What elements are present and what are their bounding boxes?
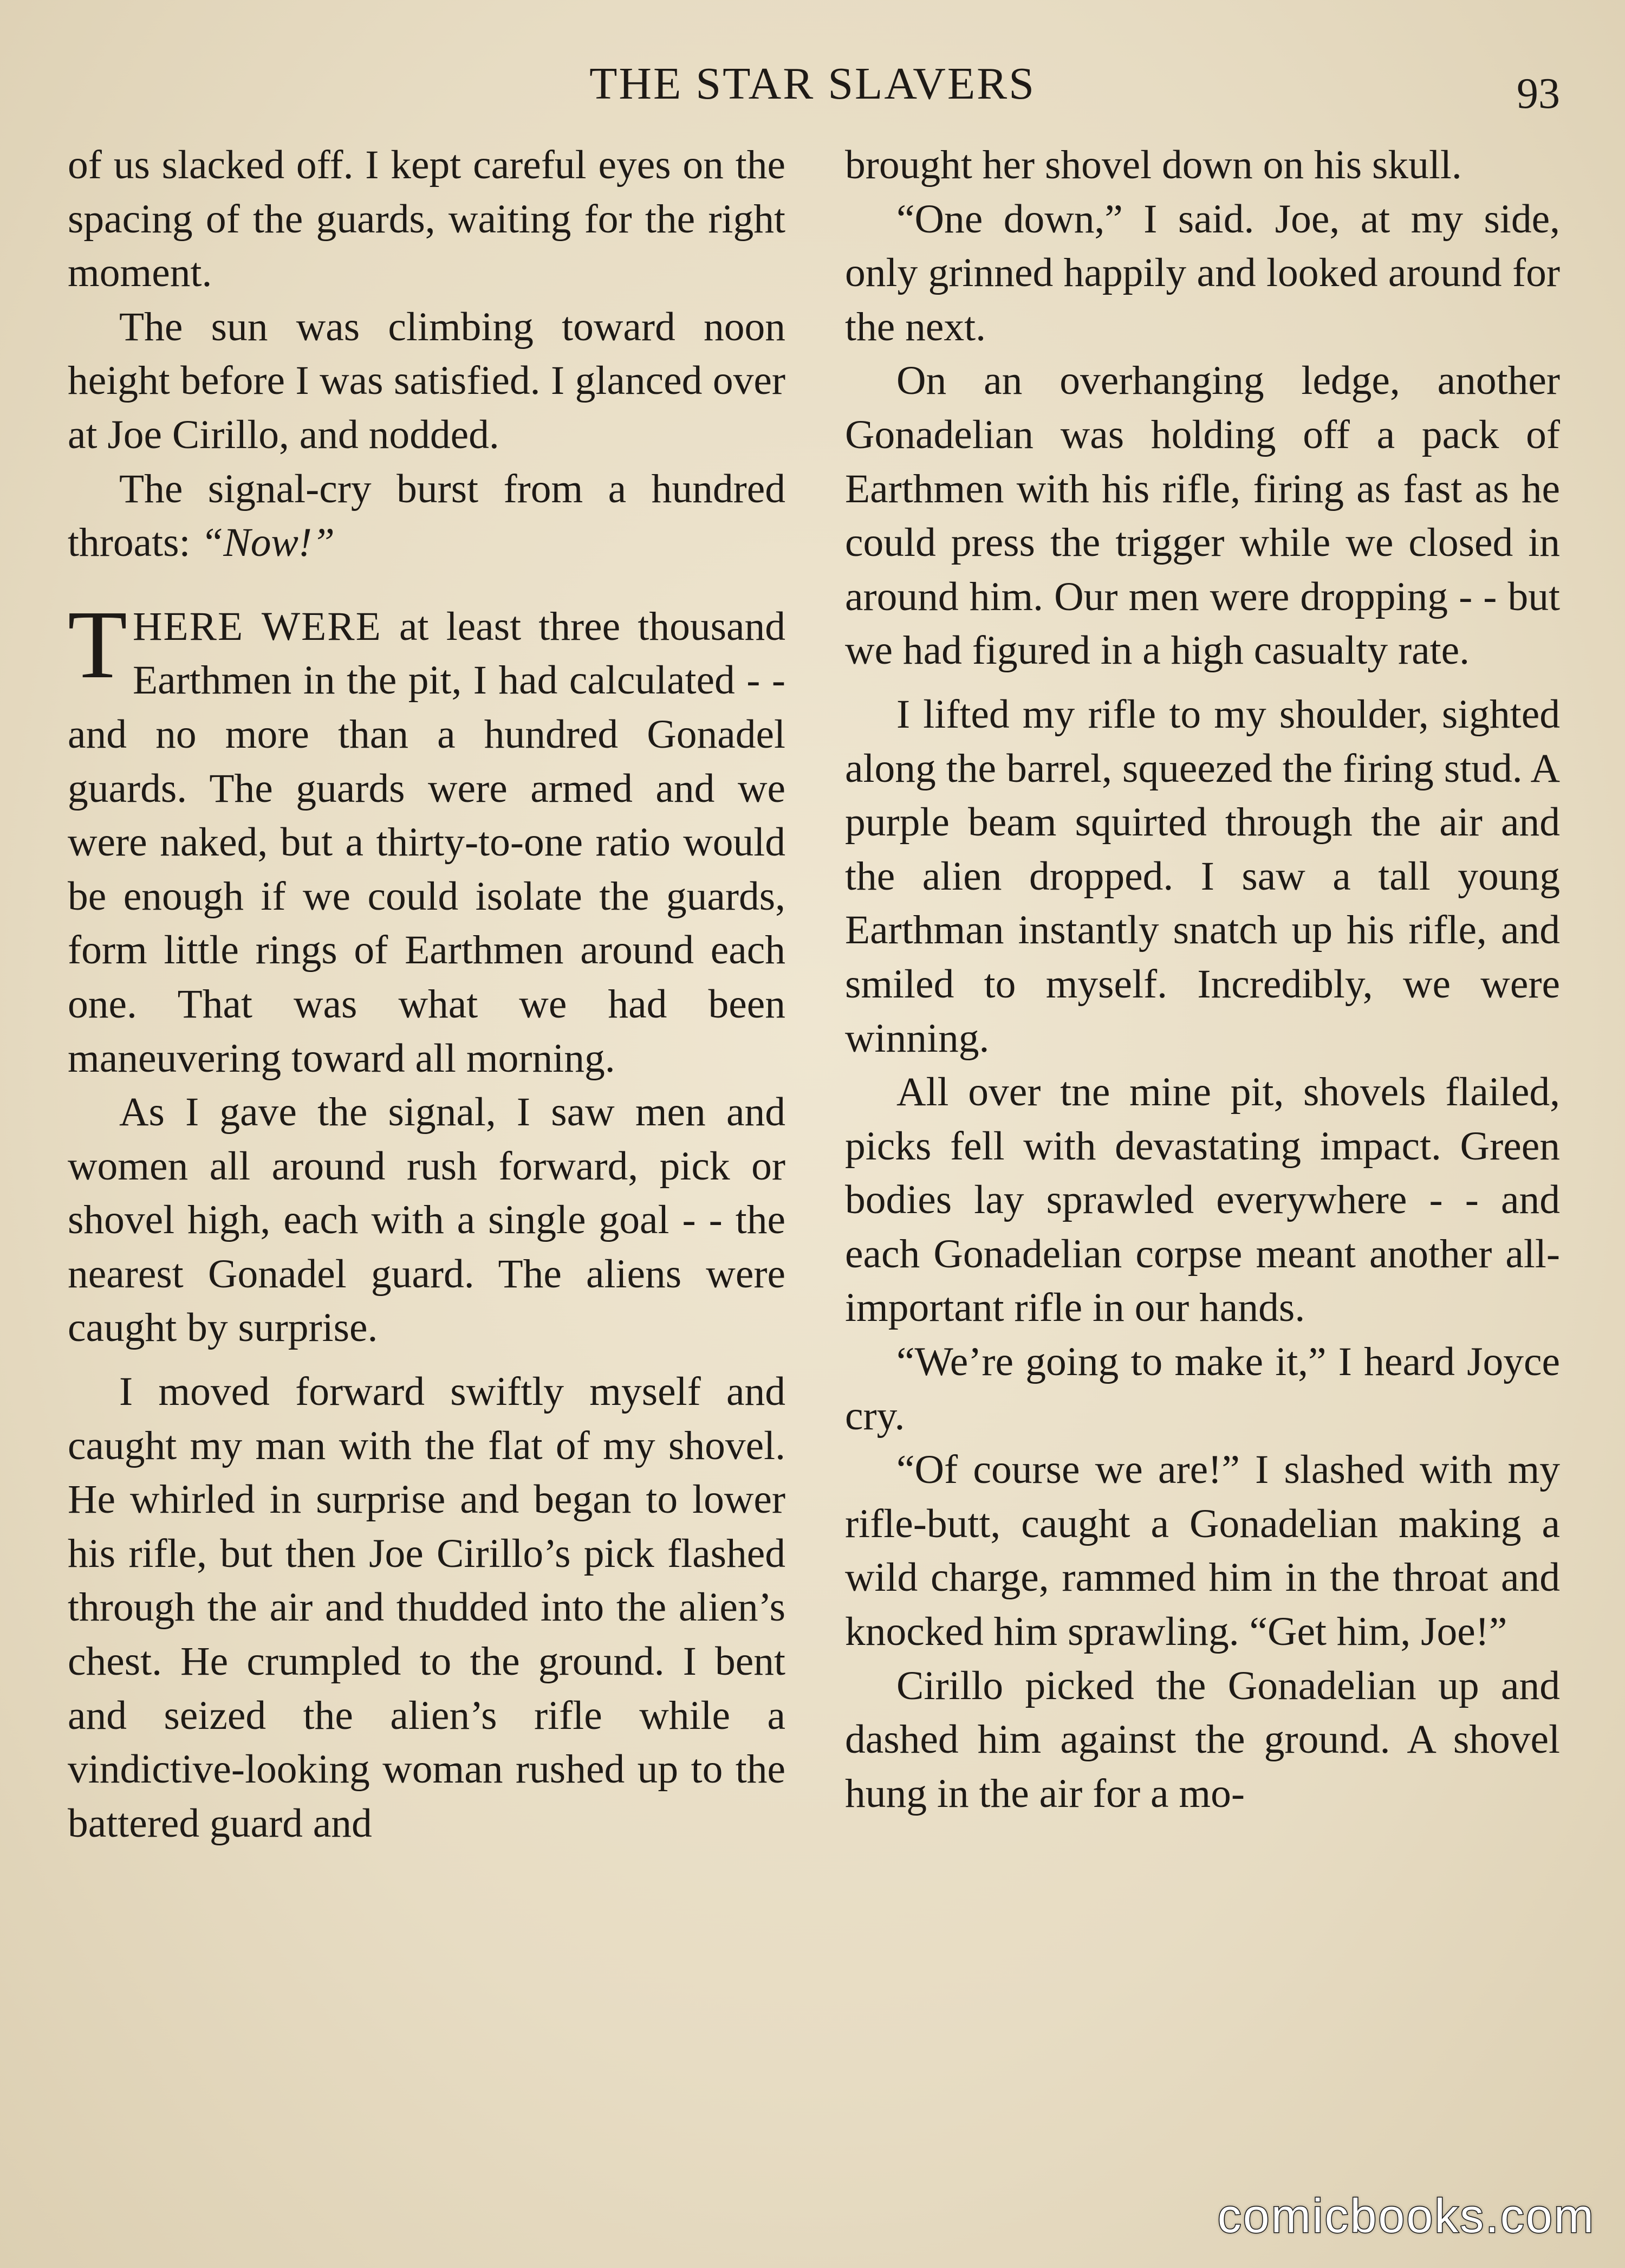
section-opening-paragraph (68, 590, 785, 1085)
paragraph: As I gave the signal, I saw men and women all around rush forward, pick or shovel high, each with a single goal - - the nearest Gonadel guard. The aliens were caught by surprise. (68, 1090, 785, 1351)
paragraph: The sun was climbing toward noon height before I was satisfied. I glanced over at Joe Cirillo, and nodded. (68, 304, 785, 457)
paragraph: I lifted my rifle to my shoulder, sighted along the barrel, squeezed the firing stud. A purple beam squirted through the air and the alien dropped. I saw a tall young Earthman instantly snatch up his rifle, and smiled to myself. Incredibly, we were winning. (845, 691, 1560, 1061)
running-title: THE STAR SLAVERS (589, 59, 1036, 109)
paragraph-text: at least three thousand Earthmen in the pit, I had calculated - - and no more than a hundred Gonadel guards. The guards were armed and we were naked, but a thirty-to-one ratio would be enough if we could isolate the guards, form little rings of Earthmen around each one. That was what we had been maneuvering toward all morning. (68, 604, 785, 1081)
paragraph: Cirillo picked the Gonadelian up and dashed him against the ground. A shovel hung in the air for a mo- (845, 1663, 1560, 1816)
paragraph: “Of course we are!” I slashed with my rifle-butt, caught a Gonadelian making a wild charge, rammed him in the throat and knocked him sprawling. “Get him, Joe!” (845, 1447, 1560, 1655)
paragraph: “We’re going to make it,” I heard Joyce cry. (845, 1339, 1560, 1438)
paragraph: brought her shovel down on his skull. (845, 142, 1462, 187)
paragraph: All over tne mine pit, shovels flailed, picks fell with devastating impact. Green bodies lay sprawled everywhere - - and each Gonadelian corpse meant another all-important rifle in our hands. (845, 1070, 1560, 1331)
lead-in-text: HERE WERE (132, 604, 382, 649)
paragraph: of us slacked off. I kept careful eyes on the spacing of the guards, waiting for the right moment. (68, 142, 785, 296)
watermark: comicbooks.com (1217, 2189, 1595, 2243)
right-column (845, 138, 1560, 1820)
page-header (0, 54, 1625, 118)
paragraph (68, 462, 785, 570)
emphasis-text: “Now!” (200, 520, 335, 566)
drop-cap: T (68, 590, 127, 698)
paragraph: I moved forward swiftly myself and caught my man with the flat of my shovel. He whirled in surprise and began to lower his rifle, but then Joe Cirillo’s pick flashed through the air and thudded into the alien’s chest. He crumpled to the ground. I bent and seized the alien’s rifle while a vindictive-looking woman rushed up to the battered guard and (68, 1369, 785, 1846)
paragraph: “One down,” I said. Joe, at my side, only grinned happily and looked around for the next. (845, 196, 1560, 349)
page-number: 93 (1517, 70, 1560, 118)
paragraph-text: The signal-cry burst from a hundred throats: (68, 466, 785, 566)
paragraph: On an overhanging ledge, another Gonadelian was holding off a pack of Earthmen with his rifle, firing as fast as he could press the trigger while we closed in around him. Our men were dropping - - but we had figured in a high casualty rate. (845, 358, 1560, 673)
left-column (68, 138, 785, 1850)
